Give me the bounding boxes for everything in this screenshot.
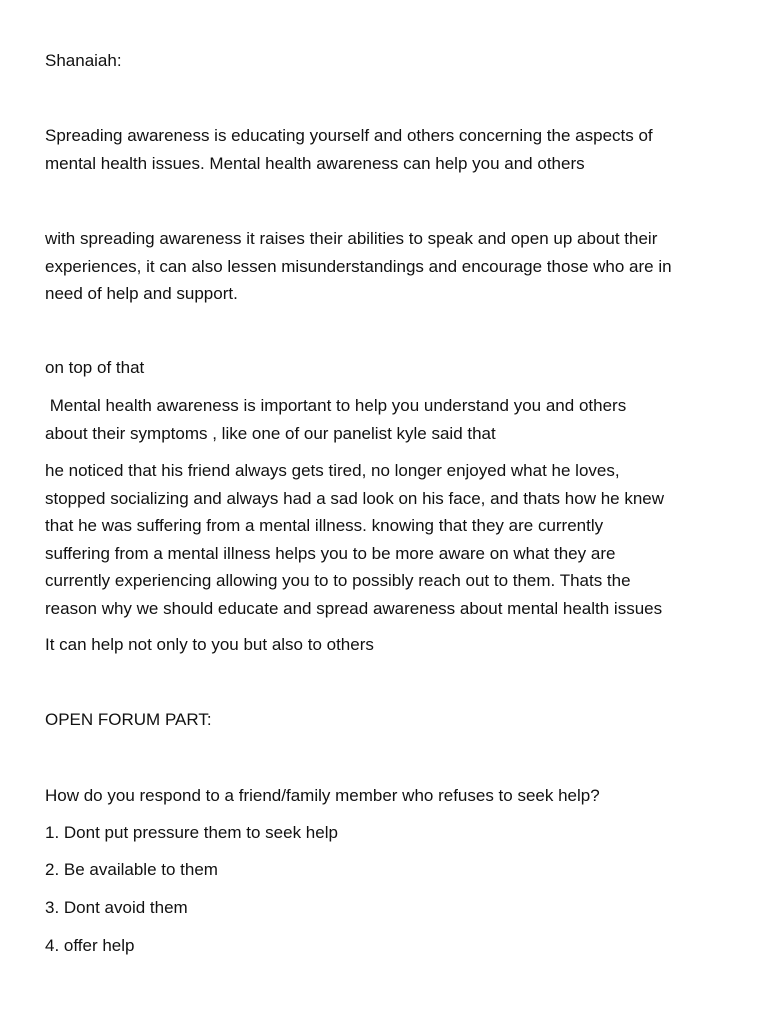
text-line: stopped socializing and always had a sad look on his face, and thats how he knew [45,488,665,508]
text-line: currently experiencing allowing you to to possibly reach out to them. Thats the [45,571,631,590]
text-line: Mental health awareness is important to help you understand you and others [45,396,627,415]
text-line: Spreading awareness is educating yourself and others concerning the aspects of [45,126,653,145]
text-line: mental health issues. Mental health awareness can help you and others [45,153,585,173]
text-line: reason why we should educate and spread awareness about mental health issues [45,598,663,618]
speaker-label: Shanaiah: [45,51,122,70]
text-line: need of help and support. [45,284,238,303]
text-line: that he was suffering from a mental illness. knowing that they are currently [45,516,604,535]
answer-item: 2. Be available to them [45,860,218,879]
text-line: about their symptoms , like one of our panelist kyle said that [45,423,496,443]
text-line: suffering from a mental illness helps you to be more aware on what they are [45,543,616,563]
second-paragraph [45,225,735,308]
section-heading: OPEN FORUM PART: [45,710,212,729]
answer-item: 1. Dont put pressure them to seek help [45,823,338,842]
fourth-paragraph [45,457,735,622]
text-line: with spreading awareness it raises their abilities to speak and open up about their [45,229,658,248]
question-line: How do you respond to a friend/family member who refuses to seek help? [45,786,600,805]
third-paragraph [45,392,735,447]
text-line: experiences, it can also lessen misunderstandings and encourage those who are in [45,256,672,276]
intro-paragraph [45,122,735,177]
answer-item: 3. Dont avoid them [45,898,188,917]
answer-item: 4. offer help [45,936,135,955]
closing-line: It can help not only to you but also to others [45,635,374,654]
transition-line: on top of that [45,358,145,377]
text-line: he noticed that his friend always gets tired, no longer enjoyed what he loves, [45,461,620,480]
